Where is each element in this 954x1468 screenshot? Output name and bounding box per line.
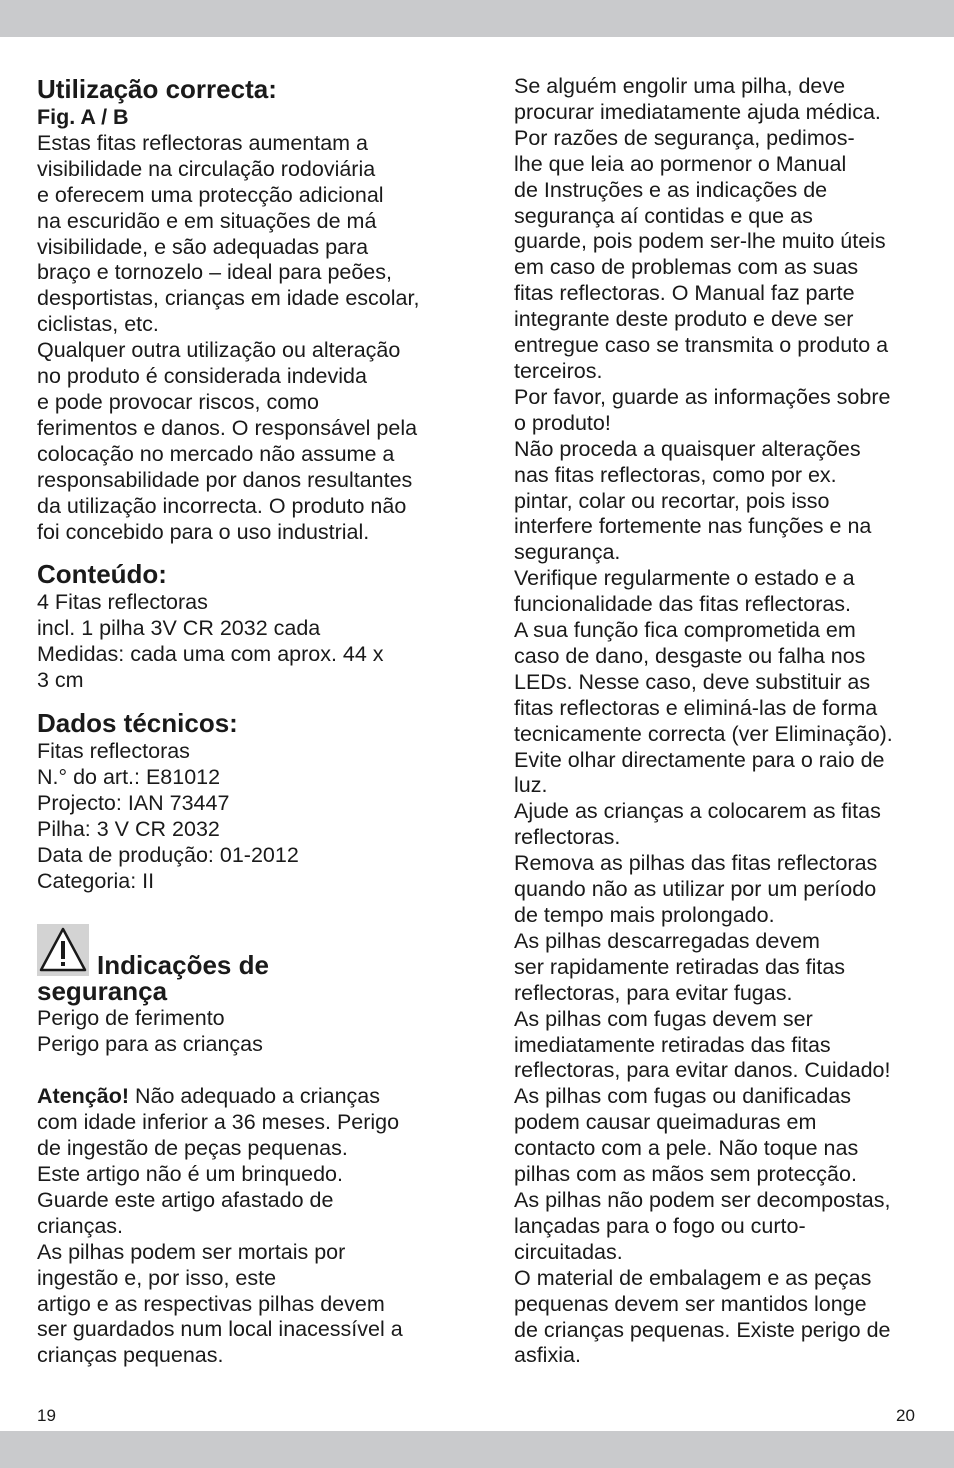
text-line: visibilidade na circulação rodoviária <box>37 156 376 181</box>
text-line: As pilhas podem ser mortais por <box>37 1239 346 1264</box>
text-line: da utilização incorrecta. O produto não <box>37 493 407 518</box>
top-band <box>0 0 954 37</box>
text-line: As pilhas não podem ser decompostas, <box>514 1187 891 1212</box>
text-line: integrante deste produto e deve ser <box>514 307 854 332</box>
text-line: quando não as utilizar por um período <box>514 877 877 902</box>
text-line: pintar, colar ou recortar, pois isso <box>514 488 830 513</box>
text-line: Este artigo não é um brinquedo. <box>37 1162 343 1186</box>
text-line: de ingestão de peças pequenas. <box>37 1136 348 1161</box>
right-column <box>514 74 924 1369</box>
text-line: em caso de problemas com as suas <box>514 255 859 280</box>
text-line: responsabilidade por danos resultantes <box>37 467 413 492</box>
text-line: Ajude as crianças a colocarem as fitas <box>514 799 881 824</box>
text-line: procurar imediatamente ajuda médica. <box>514 99 881 124</box>
text-line: artigo e as respectivas pilhas devem <box>37 1291 385 1316</box>
contents-heading: Conteúdo: <box>37 559 167 590</box>
text-line: A sua função fica comprometida em <box>514 618 856 643</box>
attention-text <box>37 1110 457 1369</box>
text-line: Pilha: 3 V CR 2032 <box>37 816 220 841</box>
text-line: de Instruções e as indicações de <box>514 177 828 202</box>
text-line: circuitadas. <box>514 1239 623 1264</box>
bottom-band <box>0 1431 954 1468</box>
text-line: e pode provocar riscos, como <box>37 389 320 414</box>
text-line: Verifique regularmente o estado e a <box>514 566 855 591</box>
text-line: lhe que leia ao pormenor o Manual <box>514 151 847 176</box>
text-line: podem causar queimaduras em <box>514 1110 817 1135</box>
technical-heading: Dados técnicos: <box>37 708 238 739</box>
text-line: segurança aí contidas e que as <box>514 203 813 228</box>
text-line: crianças. <box>37 1213 124 1238</box>
text-line: luz. <box>514 773 548 798</box>
text-line: funcionalidade das fitas reflectoras. <box>514 592 852 617</box>
text-line: no produto é considerada indevida <box>37 364 367 389</box>
text-line: ciclistas, etc. <box>37 312 159 337</box>
text-line: 4 Fitas reflectoras <box>37 590 208 615</box>
text-line: reflectoras. <box>514 825 621 850</box>
text-line: ferimentos e danos. O responsável pela <box>37 415 418 440</box>
text-line: Por razões de segurança, pedimos- <box>514 125 855 150</box>
text-line: reflectoras, para evitar danos. Cuidado! <box>514 1058 891 1083</box>
text-line: ser guardados num local inacessível a <box>37 1317 403 1342</box>
text-line: fitas reflectoras. O Manual faz parte <box>514 281 855 306</box>
right-column-text <box>514 74 924 1369</box>
text-line: Se alguém engolir uma pilha, deve <box>514 74 846 98</box>
safety-section <box>37 924 457 1369</box>
text-line: Qualquer outra utilização ou alteração <box>37 338 401 363</box>
text-line: imediatamente retiradas das fitas <box>514 1032 831 1057</box>
safety-text <box>37 1006 457 1058</box>
text-line: Medidas: cada uma com aprox. 44 x <box>37 642 384 667</box>
safety-heading <box>37 924 457 1006</box>
warning-triangle-icon <box>37 924 89 976</box>
technical-text <box>37 739 457 894</box>
text-line: 3 cm <box>37 668 84 693</box>
text-line: foi concebido para o uso industrial. <box>37 519 370 544</box>
figure-reference: Fig. A / B <box>37 105 129 129</box>
text-line: Perigo de ferimento <box>37 1006 225 1031</box>
text-line: Perigo para as crianças <box>37 1032 263 1057</box>
attention-first-line: Não adequado a crianças <box>128 1084 380 1109</box>
text-line: ser rapidamente retiradas das fitas <box>514 954 846 979</box>
page-number-left: 19 <box>37 1406 56 1425</box>
text-line: As pilhas descarregadas devem <box>514 928 820 953</box>
text-line: pilhas com as mãos sem protecção. <box>514 1162 857 1187</box>
text-line: ingestão e, por isso, este <box>37 1265 277 1290</box>
text-line: e oferecem uma protecção adicional <box>37 182 384 207</box>
usage-section <box>37 74 457 545</box>
technical-section <box>37 708 457 894</box>
text-line: LEDs. Nesse caso, deve substituir as <box>514 669 871 694</box>
text-line: tecnicamente correcta (ver Eliminação). <box>514 721 893 746</box>
text-line: com idade inferior a 36 meses. Perigo <box>37 1110 400 1135</box>
text-line: lançadas para o fogo ou curto- <box>514 1213 806 1238</box>
text-line: As pilhas com fugas ou danificadas <box>514 1084 852 1109</box>
text-line: As pilhas com fugas devem ser <box>514 1006 813 1031</box>
text-line: de crianças pequenas. Existe perigo de <box>514 1317 891 1342</box>
page-number-right: 20 <box>896 1406 915 1425</box>
text-line: Projecto: IAN 73447 <box>37 790 230 815</box>
text-line: incl. 1 pilha 3V CR 2032 cada <box>37 616 321 641</box>
contents-section <box>37 559 457 694</box>
text-line: Não proceda a quaisquer alterações <box>514 436 861 461</box>
text-line: N.° do art.: E81012 <box>37 764 221 789</box>
text-line: Categoria: II <box>37 868 155 893</box>
text-line: crianças pequenas. <box>37 1343 224 1368</box>
text-line: pequenas devem ser mantidos longe <box>514 1291 867 1316</box>
text-line: Guarde este artigo afastado de <box>37 1187 334 1212</box>
attention-line <box>37 1084 457 1110</box>
text-line: terceiros. <box>514 358 603 383</box>
usage-text <box>37 131 457 546</box>
text-line: colocação no mercado não assume a <box>37 441 395 466</box>
text-line: O material de embalagem e as peças <box>514 1265 872 1290</box>
safety-title-line2: segurança <box>37 976 168 1007</box>
text-line: segurança. <box>514 540 621 565</box>
text-line: Estas fitas reflectoras aumentam a <box>37 130 369 155</box>
text-line: nas fitas reflectoras, como por ex. <box>514 462 837 487</box>
usage-heading: Utilização correcta: <box>37 74 277 104</box>
contents-text <box>37 590 457 694</box>
attention-label: Atenção! <box>37 1084 129 1109</box>
text-line: de tempo mais prolongado. <box>514 903 775 927</box>
text-line: reflectoras, para evitar fugas. <box>514 980 793 1005</box>
text-line: fitas reflectoras e eliminá-las de forma <box>514 695 878 720</box>
text-line: o produto! <box>514 410 611 435</box>
text-line: Evite olhar directamente para o raio de <box>514 747 885 772</box>
text-line: braço e tornozelo – ideal para peões, <box>37 260 392 285</box>
text-line: Por favor, guarde as informações sobre <box>514 384 891 409</box>
text-line: asfixia. <box>514 1343 581 1368</box>
text-line: Data de produção: 01-2012 <box>37 842 299 867</box>
text-line: caso de dano, desgaste ou falha nos <box>514 643 866 668</box>
text-line: visibilidade, e são adequadas para <box>37 234 369 259</box>
safety-title-line1: Indicações de <box>97 950 269 981</box>
text-line: interfere fortemente nas funções e na <box>514 514 872 539</box>
text-line: Fitas reflectoras <box>37 739 190 764</box>
text-line: Remova as pilhas das fitas reflectoras <box>514 851 878 876</box>
text-line: entregue caso se transmita o produto a <box>514 333 889 358</box>
text-line: contacto com a pele. Não toque nas <box>514 1136 859 1161</box>
text-line: na escuridão e em situações de má <box>37 208 377 233</box>
text-line: desportistas, crianças em idade escolar, <box>37 286 420 311</box>
text-line: guarde, pois podem ser-lhe muito úteis <box>514 229 886 254</box>
left-column <box>37 74 457 1369</box>
